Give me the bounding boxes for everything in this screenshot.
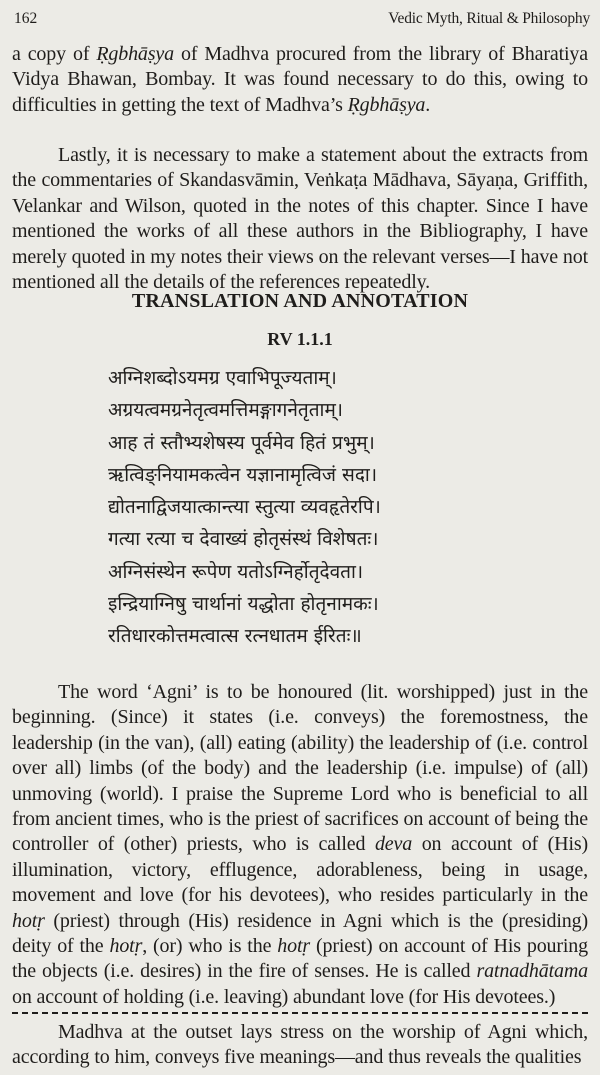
verse-reference: RV 1.1.1 [267,329,333,349]
book-title: Vedic Myth, Ritual & Philosophy [388,10,590,27]
running-head [12,8,588,30]
text-run: . [425,93,431,116]
text-run: The word ‘Agni’ is to be honoured (lit. worshipped) just in the beginning. (Since) it states (i.e. conveys) the foremostness, the leadership (in the van), (all) eating (ability) the leadership of (i.e. control over all) limbs (of the body) and the leadership (i.e. impulse) of (all) unmoving (world). I praise the Supreme Lord who is beneficial to all from ancient times, who is the priest of sacrifices on account of being the controller of (other) priests, who is called [12,681,588,856]
dashed-separator [12,1012,588,1014]
verse-line: अग्निसंस्थेन रूपेण यतोऽग्निर्होतृदेवता। [108,560,364,583]
verse-line: रतिधारकोत्तमत्वात्स रत्नधातम ईरितः॥ [108,625,362,648]
text-run: (priest) on account of His pouring the objects (i.e. desires) in the fire of senses. He is called [12,935,589,983]
verse-line: इन्द्रियाग्निषु चार्थानां यद्धोता होतृनामकः। [108,593,379,616]
italic-term: hotṛ [277,935,311,958]
verse-line: अग्निशब्दोऽयमग्र एवाभिपूज्यताम्। [108,367,337,389]
text-run: , (or) who is the [142,935,278,958]
italic-term: deva [374,833,413,856]
verse-line: गत्या रत्या च देवाख्यं होतृसंस्थं विशेषतः। [108,528,379,551]
verse-line: अग्रयत्वमग्रनेतृत्वमत्तिमङ्गागनेतृताम्। [108,399,344,422]
text-run: on account of holding (i.e. leaving) abundant love (for His devotees.) [12,985,556,1008]
page-number: 162 [14,10,38,27]
paragraph-extracts-statement: Lastly, it is necessary to make a statement about the extracts from the commentaries of Skandasvāmin, Veṅkaṭa Mādhava, Sāyaṇa, Griffith, Velankar and Wilson, quoted in the notes of this chapter. Since I have mentioned the works of all these authors in the Bibliography, I have merely quoted in my notes their views on the relevant verses—I have not mentioned all the details of the references repeatedly. [12,144,588,294]
sanskrit-verse [108,362,528,653]
italic-term: hotṛ [109,935,143,958]
italic-term: Ṛgbhāṣya [347,93,426,116]
italic-term: hotṛ [12,909,45,932]
paragraph-rgbhasya-copy [12,42,588,118]
text-run: (priest) through (His) residence in Agni which is the (presiding) deity of the [12,909,588,958]
paragraph-madhva-outset: Madhva at the outset lays stress on the worship of Agni which, according to him, conveys five meanings—and thus reveals the qualities [12,1021,588,1069]
section-heading: TRANSLATION AND ANNOTATION [131,290,469,312]
verse-line: आह तं स्तौभ्यशेषस्य पूर्वमेव हितं प्रभुम्। [108,431,375,454]
verse-line: ऋत्विङ्नियामकत्वेन यज्ञानामृत्विजं सदा। [108,463,378,486]
text-run: of Madhva procured from the library of Bharatiya Vidya Bhawan, Bombay. It was found necessary to do this, owing to difficulties in getting the text of Madhva’s [12,43,588,116]
text-run: a copy of [12,43,97,65]
text-run: on account of (His) illumination, victory, efflugence, adorableness, being in usage, movement and love (for his devotees), who resides particularly in the [12,833,588,907]
paragraph-translation [12,680,588,1010]
verse-line: द्योतनाद्विजयात्कान्त्या स्तुत्या व्यवहृतेरपि। [108,496,381,519]
italic-term: Ṛgbhāṣya [96,43,174,65]
italic-term: ratnadhātama [476,960,588,983]
